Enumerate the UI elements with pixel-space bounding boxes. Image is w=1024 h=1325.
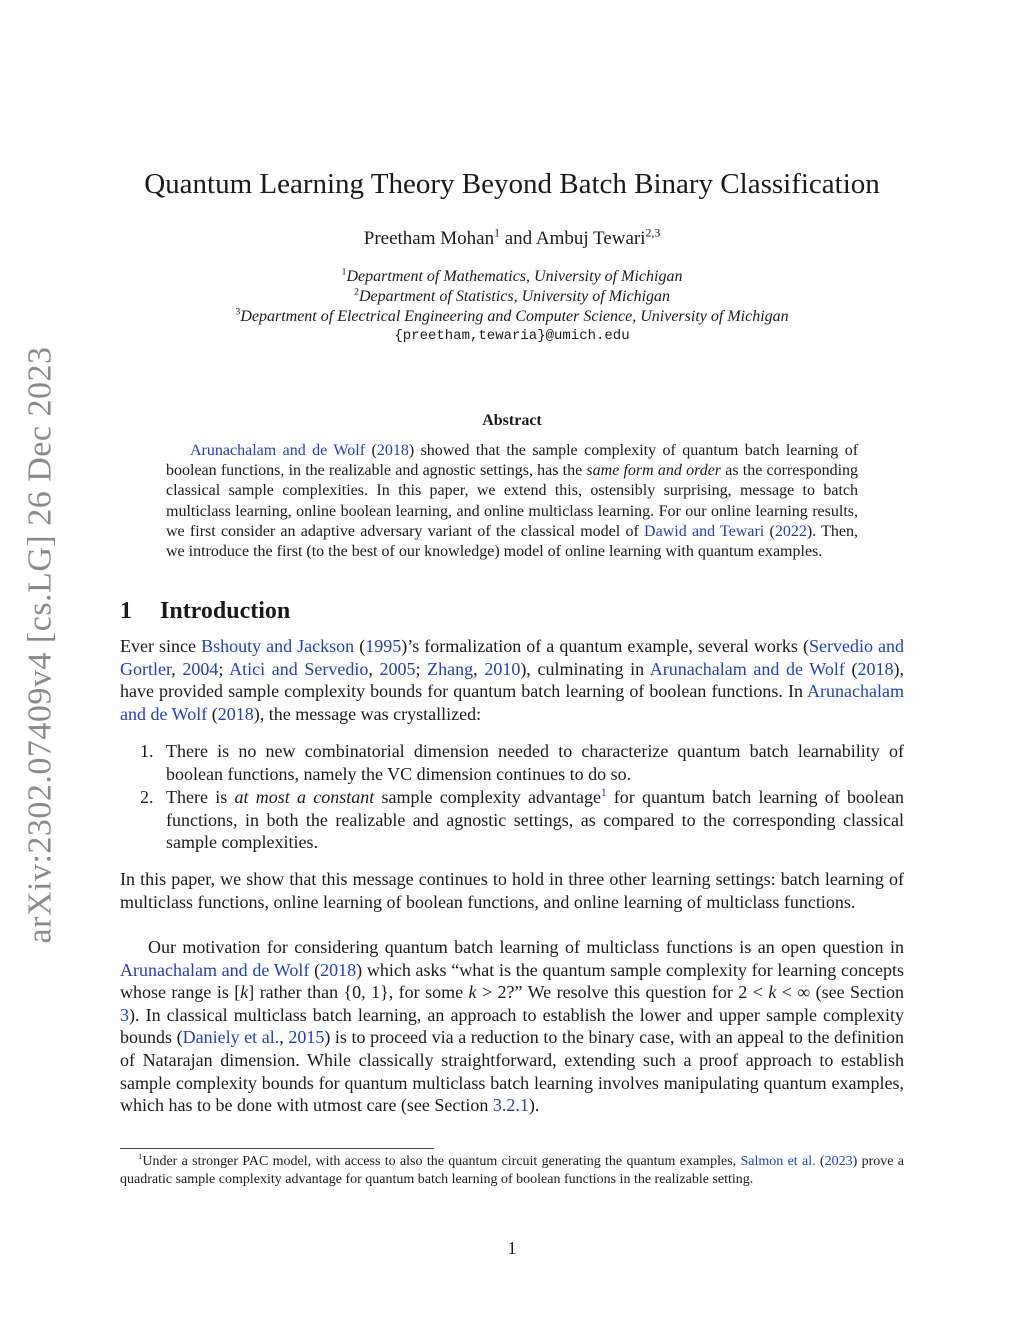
abstract-text: Arunachalam and de Wolf (2018) showed that the sample complexity of quantum batch learning of boolean functions, in the realizable and agnostic settings, has the same form and order as the corresponding classical sample complexities. In this paper, we extend this, ostensibly surprising, message to batch multiclass learning, online boolean learning, and online multiclass learning. For our online learning results, we first consider an adaptive adversary variant of the classical model of Dawid and Tewari (2022). Then, we introduce the first (to the best of our knowledge) model of online learning with quantum examples. [166,442,859,561]
paper-title: Quantum Learning Theory Beyond Batch Binary Classification [144,168,880,200]
citation-year-link[interactable]: 2015 [288,1027,325,1048]
list-marker: 2. [140,787,154,808]
citation-year-link[interactable]: 2018 [376,442,409,459]
list-item: 1. There is no new combinatorial dimension needed to characterize quantum batch learnability of boolean functions, namely the VC dimension continues to do so. [140,741,904,784]
enumerated-list [120,740,904,854]
footnote-divider [120,1148,434,1149]
citation-link[interactable]: Atici and Servedio [229,658,369,679]
citation-link[interactable]: Arunachalam and de Wolf [120,681,904,724]
intro-paragraph-1: Ever since Bshouty and Jackson (1995)’s formalization of a quantum example, several works (Servedio and Gortler, 2004; Atici and Servedio, 2005; Zhang, 2010), culminating in Arunachalam and de Wolf (2018), have provided sample complexity bounds for quantum batch learning of boolean functions. In Arunachalam and de Wolf (2018), the message was crystallized: [120,636,905,724]
author-2: Ambuj Tewari [535,228,646,249]
intro-paragraph-2: In this paper, we show that this message continues to hold in three other learning settings: batch learning of multiclass functions, online learning of boolean functions, and online learning of multiclass functions. [120,869,904,912]
citation-year-link[interactable]: 2004 [182,658,219,679]
citation-year-link[interactable]: 2010 [484,658,521,679]
section-number: 1 [120,598,132,624]
author-list [0,228,1024,250]
citation-year-link[interactable]: 2018 [320,959,357,980]
affiliation-3: $^3$Department of Electrical Engineering and Computer Science, University of Michigan [235,306,789,325]
citation-link[interactable]: Daniely et al. [182,1027,280,1048]
author-2-affil: 2,3 [645,226,661,240]
citation-year-link[interactable]: 2018 [217,703,254,724]
citation-link[interactable]: Arunachalam and de Wolf [120,959,310,980]
citation-year-link[interactable]: 2018 [857,658,894,679]
citation-link[interactable]: Servedio and Gortler [120,636,904,679]
citation-link[interactable]: Zhang [427,658,474,679]
list-item: 2. There is at most a constant sample complexity advantage$^1$ for quantum batch learning of boolean functions, in both the realizable and agnostic settings, as compared to the corresponding classical sample complexities. [140,787,904,853]
footnote-ref-link[interactable]: 1 [600,787,607,800]
list-marker: 1. [140,741,154,761]
citation-link[interactable]: Arunachalam and de Wolf [190,442,366,459]
citation-year-link[interactable]: 1995 [365,636,402,656]
citation-link[interactable]: Dawid and Tewari [644,522,765,540]
author-1: Preetham Mohan [363,228,495,249]
footnote-number: 1 [138,1151,143,1162]
arxiv-id: arXiv:2302.07409v4 [cs.LG] 26 Dec 2023 [21,346,59,944]
section-ref-link[interactable]: 3 [120,1004,129,1025]
affiliation-2: $^2$Department of Statistics, University of Michigan [353,286,671,305]
citation-link[interactable]: Bshouty and Jackson [201,636,355,656]
intro-paragraph-3: Our motivation for considering quantum batch learning of multiclass functions is an open question in Arunachalam and de Wolf (2018) which asks “what is the quantum sample complexity for learning concepts whose range is [k] rather than {0, 1}, for some k > 2?” We resolve this question for 2 < k < ∞ (see Section 3). In classical multiclass batch learning, an approach to establish the lower and upper sample complexity bounds (Daniely et al., 2015) is to proceed via a reduction to the binary case, with an appeal to the definition of Natarajan dimension. While classically straightforward, extending such a proof approach to establish sample complexity bounds for quantum multiclass batch learning involves manipulating quantum examples, which has to be done with utmost care (see Section 3.2.1). [120,937,905,1116]
citation-year-link[interactable]: 2023 [824,1154,853,1169]
citation-link[interactable]: Salmon et al. [740,1154,816,1169]
section-ref-link[interactable]: 3.2.1 [492,1095,529,1116]
affiliation-1: $^1$Department of Mathematics, University of Michigan [341,266,683,285]
section-heading [120,598,290,625]
citation-link[interactable]: Arunachalam and de Wolf [649,658,845,679]
citation-year-link[interactable]: 2005 [379,658,416,679]
author-email: {preetham,tewaria}@umich.edu [394,328,630,344]
footnote: $^1$Under a stronger PAC model, with access to also the quantum circuit generating the quantum examples, Salmon et al. (2023) prove a quadratic sample complexity advantage for quantum batch learning of boolean functions in the realizable setting. [120,1151,904,1187]
author-1-affil: 1 [494,226,500,240]
author-separator: and [499,228,536,249]
citation-year-link[interactable]: 2022 [774,522,807,540]
page-number: 1 [507,1238,517,1258]
arxiv-identifier-stamp [10,346,70,944]
abstract-heading: Abstract [482,412,542,429]
section-title: Introduction [160,598,291,624]
